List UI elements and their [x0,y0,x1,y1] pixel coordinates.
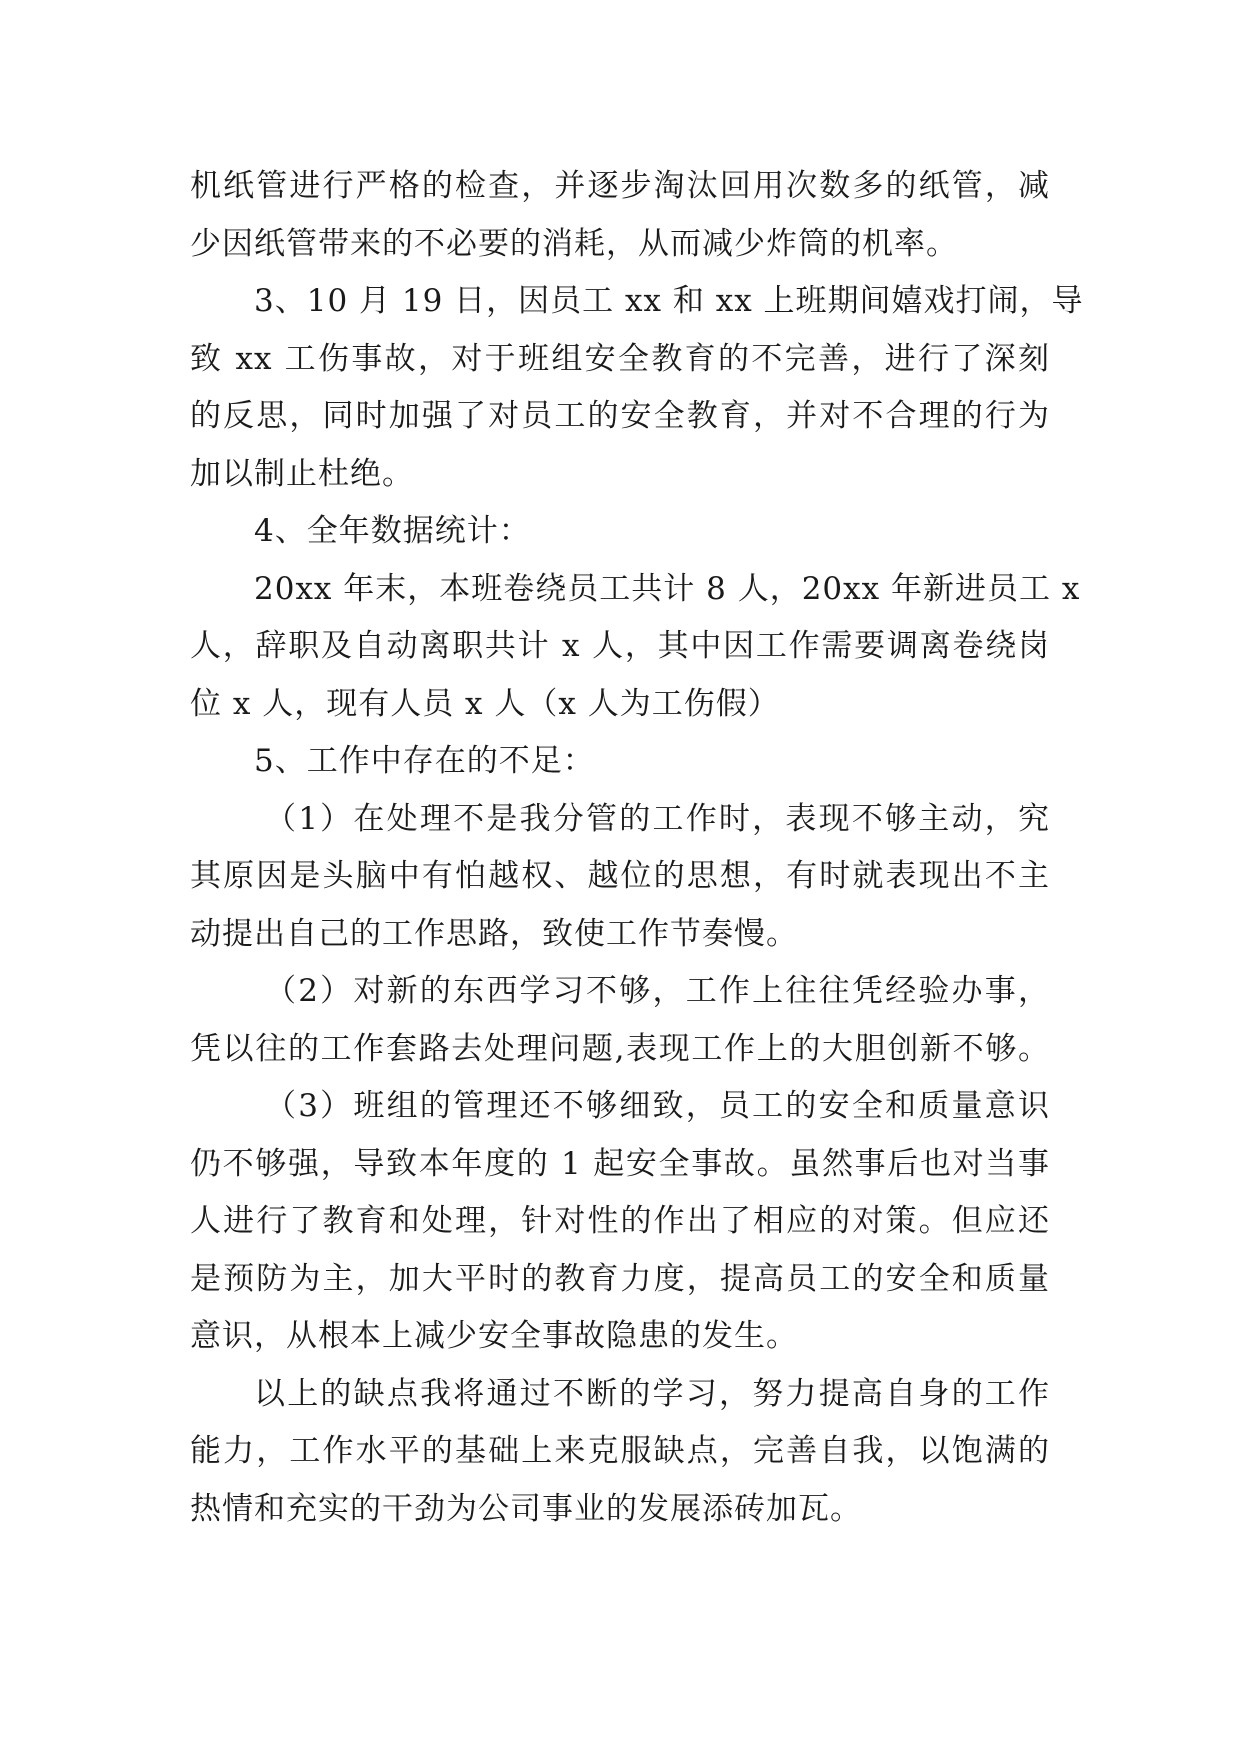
text-line: 动提出自己的工作思路，致使工作节奏慢。 [190,915,798,952]
text-line: 4、全年数据统计： [254,513,531,549]
text-line: 凭以往的工作套路去处理问题,表现工作上的大胆创新不够。 [190,1030,1050,1067]
text-line: 少因纸管带来的不必要的消耗，从而减少炸筒的机率。 [190,225,958,262]
text-line: 是预防为主，加大平时的教育力度，提高员工的安全和质量 [190,1260,1050,1297]
text-line: （2）对新的东西学习不够，工作上往往凭经验办事， [265,973,1050,1009]
text-line: 机纸管进行严格的检查，并逐步淘汰回用次数多的纸管，减 [190,168,1050,204]
text-line: 人进行了教育和处理，针对性的作出了相应的对策。但应还 [190,1203,1050,1239]
text-line: 以上的缺点我将通过不断的学习，努力提高自身的工作 [254,1375,1050,1412]
text-line: 热情和充实的干劲为公司事业的发展添砖加瓦。 [190,1490,862,1527]
text-line: 其原因是头脑中有怕越权、越位的思想，有时就表现出不主 [190,858,1050,894]
text-line: 能力，工作水平的基础上来克服缺点，完善自我，以饱满的 [190,1433,1050,1469]
text-line: 人，辞职及自动离职共计 x 人，其中因工作需要调离卷绕岗 [190,628,1050,664]
body-text [190,158,1084,1538]
text-line: （3）班组的管理还不够细致，员工的安全和质量意识 [265,1088,1050,1124]
text-line: 5、工作中存在的不足： [254,743,595,779]
text-line: 意识，从根本上减少安全事故隐患的发生。 [190,1318,798,1354]
text-line: 3、10 月 19 日，因员工 xx 和 xx 上班期间嬉戏打闹，导 [254,283,1084,319]
text-line: 的反思，同时加强了对员工的安全教育，并对不合理的行为 [190,398,1050,434]
text-line: 加以制止杜绝。 [190,455,414,492]
text-line: 致 xx 工伤事故，对于班组安全教育的不完善，进行了深刻 [190,340,1050,377]
text-line: （1）在处理不是我分管的工作时，表现不够主动，究 [265,800,1050,837]
text-line: 仍不够强，导致本年度的 1 起安全事故。虽然事后也对当事 [190,1145,1050,1182]
text-line: 位 x 人，现有人员 x 人（x 人为工伤假） [190,685,780,722]
text-line: 20xx 年末，本班卷绕员工共计 8 人，20xx 年新进员工 x [254,570,1081,607]
